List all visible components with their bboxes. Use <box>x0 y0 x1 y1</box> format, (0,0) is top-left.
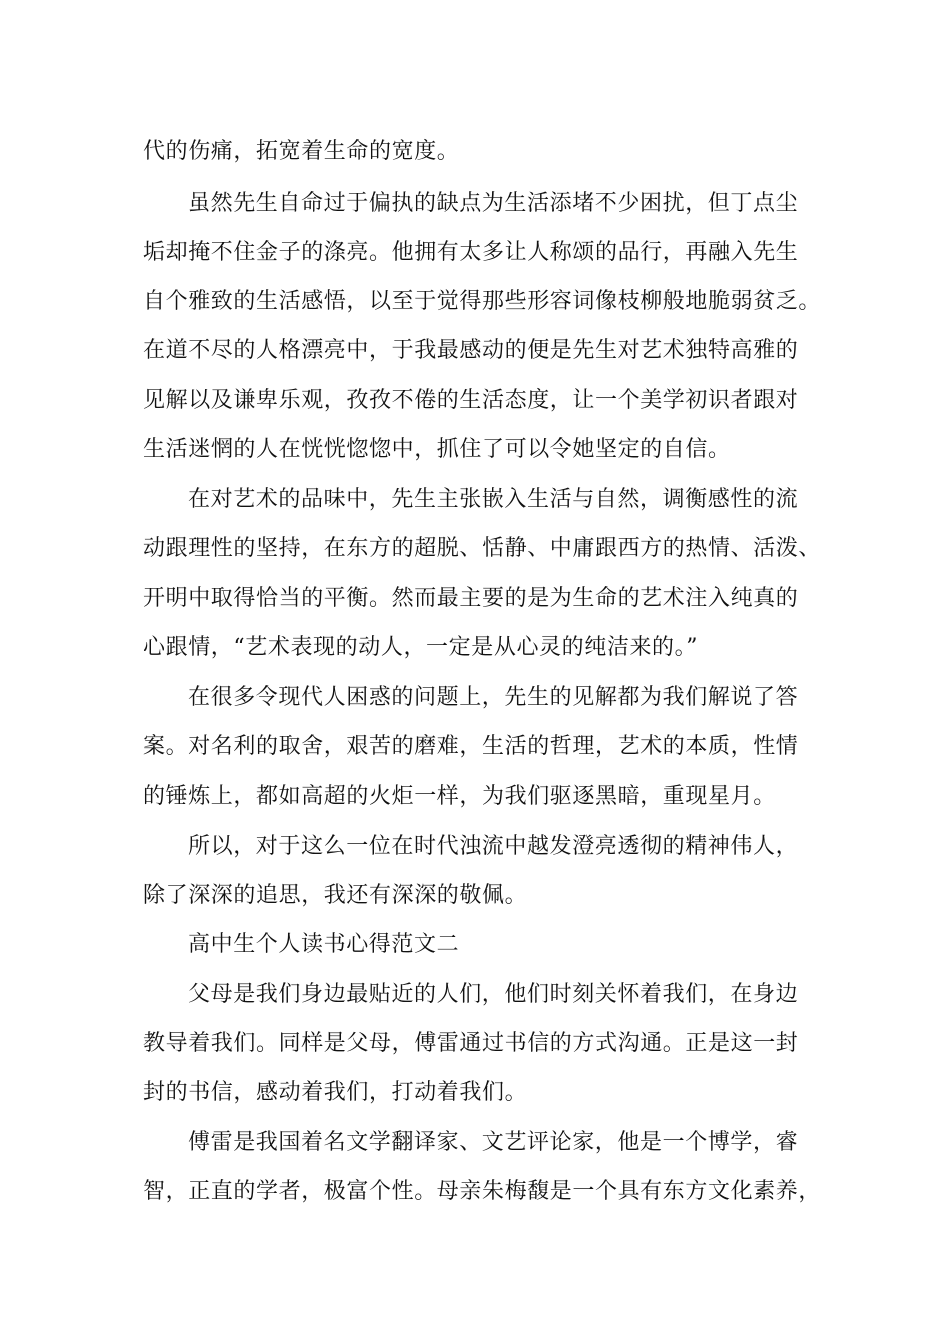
text-line: 智，正直的学者，极富个性。母亲朱梅馥是一个具有东方文化素养， <box>143 1179 822 1204</box>
paragraph-first-line: 在对艺术的品味中，先生主张嵌入生活与自然，调衡感性的流 <box>188 487 799 512</box>
text-line: 封的书信，感动着我们，打动着我们。 <box>143 1080 528 1105</box>
paragraph-first-line: 虽然先生自命过于偏执的缺点为生活添堵不少困扰，但丁点尘 <box>188 191 799 216</box>
text-line: 教导着我们。同样是父母，傅雷通过书信的方式沟通。正是这一封 <box>143 1031 799 1056</box>
text-line: 在道不尽的人格漂亮中，于我最感动的便是先生对艺术独特高雅的 <box>143 338 799 363</box>
text-line: 自个雅致的生活感悟，以至于觉得那些形容词像枝柳般地脆弱贫乏。 <box>143 289 822 314</box>
section-heading: 高中生个人读书心得范文二 <box>188 932 460 957</box>
paragraph-first-line: 在很多令现代人困惑的问题上，先生的见解都为我们解说了答 <box>188 685 799 710</box>
text-line: 见解以及谦卑乐观，孜孜不倦的生活态度，让一个美学初识者跟对 <box>143 388 799 413</box>
paragraph-first-line: 傅雷是我国着名文学翻译家、文艺评论家，他是一个博学，睿 <box>188 1130 799 1155</box>
text-line: 的锤炼上，都如高超的火炬一样，为我们驱逐黑暗，重现星月。 <box>143 784 776 809</box>
text-line: 开明中取得恰当的平衡。然而最主要的是为生命的艺术注入纯真的 <box>143 586 799 611</box>
text-line: 心跟情，“艺术表现的动人，一定是从心灵的纯洁来的。” <box>143 635 699 660</box>
paragraph-first-line: 所以，对于这么一位在时代浊流中越发澄亮透彻的精神伟人， <box>188 834 799 859</box>
text-line: 除了深深的追思，我还有深深的敬佩。 <box>143 883 528 908</box>
text-line: 案。对名利的取舍，艰苦的磨难，生活的哲理，艺术的本质，性情 <box>143 734 799 759</box>
text-line: 动跟理性的坚持，在东方的超脱、恬静、中庸跟西方的热情、活泼、 <box>143 536 822 561</box>
text-line: 垢却掩不住金子的涤亮。他拥有太多让人称颂的品行，再融入先生 <box>143 240 799 265</box>
paragraph-first-line: 父母是我们身边最贴近的人们，他们时刻关怀着我们，在身边 <box>188 982 799 1007</box>
text-line: 生活迷惘的人在恍恍惚惚中，抓住了可以令她坚定的自信。 <box>143 437 731 462</box>
text-line: 代的伤痛，拓宽着生命的宽度。 <box>143 139 460 164</box>
